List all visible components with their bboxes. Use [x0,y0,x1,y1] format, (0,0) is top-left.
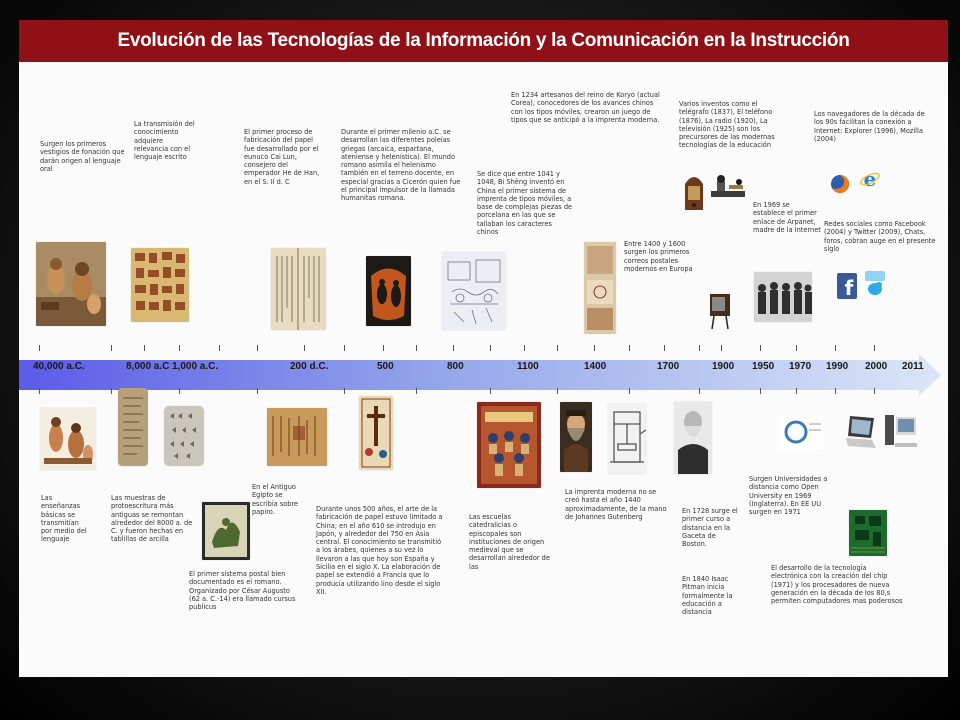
tick [557,345,558,351]
religious-manuscript-image [359,396,393,470]
note-written: La transmisión del conocimiento adquiere relevancia con el lenguaje escrito [134,120,195,162]
telegraph-icon [709,173,747,199]
year-label: 1100 [517,361,539,372]
pitman-portrait-image [674,402,712,474]
cathedral-school-image [477,402,541,488]
slide [19,20,948,677]
note-bisheng: Se dice que entre 1041 y 1048, Bi Shêng inventó en China el primer sistema de imprenta de tipos móviles, a base de complejas piezas de porcelana en las que se tallaban los caracteres chinos [477,170,573,237]
clay-tablet-image [118,388,148,466]
tick [699,345,700,351]
cuneiform-tablet-image [164,406,204,466]
tick [144,345,145,351]
year-label: 2000 [865,361,888,372]
tick [490,345,491,351]
roman-stamp-image [202,502,250,560]
note-paper: El primer proceso de fabricación del papel fue desarrollado por el eunuco Cai Lun, consejero del emperador He de Han, en el S. II d. C [244,128,320,186]
year-label: 40,000 a.C. [33,361,85,372]
note-boston: En 1728 surge el primer curso a distancia en la Gaceta de Boston. [682,507,738,549]
svg-text:e: e [863,168,877,190]
gutenberg-portrait-image [560,402,592,472]
svg-text:f: f [844,276,854,299]
tick [179,388,180,394]
year-label: 200 d.C. [290,361,329,372]
open-university-logo [779,416,823,450]
tick [416,345,417,351]
twitter-icon [865,271,885,299]
year-label: 1,000 a.C. [172,361,219,372]
tick [383,345,384,351]
tick [524,345,525,351]
firefox-icon [830,174,850,194]
tick [874,345,875,351]
note-milenio: Durante el primer milenio a.C. se desarrollan las diferentes poleías griegas (arcaica, espartana, ateniense y helenística). El mundo romano asimila el helenismo también en el terreno docente, en especial gracias a Cicerón quien fue el principal impulsor de la llamada humanitas romana. [341,128,461,203]
tick [344,388,345,394]
note-pitman: En 1840 Isaac Pitman inicia formalmente la educación a distancia [682,575,733,617]
year-label: 1900 [712,361,735,372]
tick [111,388,112,394]
year-label: 2011 [902,361,924,372]
note-inventos: Varios inventos como el telégrafo (1837), El teléfono (1876), La radio (1920), La televisión (1925) son los precursores de las modernas tecnologías de la educación [679,100,775,150]
tick [796,345,797,351]
glyph-tablet-image [131,248,189,322]
printing-press-image [608,404,646,474]
note-escuelas: Las escuelas catedralicias o episcopales son instituciones de origen medieval que se desarrollan alrededor de las [469,513,550,571]
tick [39,345,40,351]
tick [835,345,836,351]
greek-pottery-image [366,256,411,326]
tick [179,345,180,351]
ancient-book-image [271,248,326,330]
note-gutenberg: La imprenta moderna no se creó hasta el año 1440 aproximadamente, de la mano de Johannes Gutenberg [565,488,667,521]
facebook-icon [837,273,857,299]
tick [664,345,665,351]
arpanet-team-image [754,272,812,322]
tick [835,388,836,394]
year-label: 1950 [752,361,775,372]
tick [760,388,761,394]
note-tablillas: Las muestras de protoescritura más antiguas se remontan alrededor del 8000 a. de C. y fueron hechas en tablillas de arcilla [111,494,193,544]
teaching-cavemen-image [40,408,96,470]
tick [699,388,700,394]
note-arpanet: En 1969 se establece el primer enlace de Arpanet, madre de la Internet [753,201,821,234]
radio-icon [683,172,705,210]
note-postal: El primer sistema postal bien documentado es el romano. Organizado por César Augusto (62 a. C.-14) era llamado cursus publicus [189,570,296,612]
tick [594,345,595,351]
laptop-icon [844,414,878,450]
note-papel-arte: Durante unos 500 años, el arte de la fabricación de papel estuvo limitado a China; en el año 610 se introdujo en Japón, y alrededor del 750 en Asia central. El conocimiento se transmitió a los árabes, quienes a su vez lo llevaron a las que hoy son España y Sicilia en el siglo X. La elaboración de papel se extendió a Francia que lo producía utilizando lino desde el siglo XII. [316,505,443,596]
year-label: 1990 [826,361,849,372]
postal-document-image [584,242,616,334]
television-icon [709,292,731,330]
year-label: 1700 [657,361,680,372]
note-egipto: En el Antiguo Egipto se escribía sobre papiro. [252,483,299,516]
chinese-printing-image [442,252,506,330]
tick [219,345,220,351]
tick [760,345,761,351]
year-label: 1970 [789,361,812,372]
note-open-university: Surgen Universidades a distancia como Open University en 1969 (Inglaterra). En EE UU surgen en 1971 [749,475,828,517]
chip-board-image [849,510,887,556]
note-redes: Redes sociales como Facebook (2004) y Twitter (2009), Chats, foros, cobran auge en el presente siglo [824,220,936,253]
tick [344,345,345,351]
tick [304,345,305,351]
page-title: Evolución de las Tecnologías de la Información y la Comunicación en la Instrucción [19,20,948,62]
note-correos: Entre 1400 y 1600 surgen los primeros correos postales modernos en Europa [624,240,693,273]
desktop-computer-icon [883,413,919,453]
tick [453,345,454,351]
tick [629,345,630,351]
year-label: 800 [447,361,464,372]
year-label: 500 [377,361,394,372]
tick [257,388,258,394]
internet-explorer-icon [860,168,880,190]
note-navegadores: Los navegadores de la década de los 90s facilitan la conexión a Internet: Explorer (1996), Mozilla (2004) [814,110,925,143]
year-label: 8,000 a.C [126,361,170,372]
note-ensenanzas: Las enseñanzas básicas se transmitían por medio del lenguaje [41,494,87,544]
tick [39,388,40,394]
tick [874,388,875,394]
note-korea: En 1234 artesanos del reino de Koryo (actual Corea), conocedores de los avances chinos con los tipos móviles, crearon un juego de tipos que se anticipó a la imprenta moderna. [511,91,660,124]
cavemen-image [36,242,106,326]
tick [796,388,797,394]
note-chip: El desarrollo de la tecnología electrónica con la creación del chip (1971) y los procesadores de nueva generación en la década de los 80,s permiten computadores mas poderosos [771,564,903,606]
tick [416,388,417,394]
papyrus-image [267,408,327,466]
tick [257,345,258,351]
tick [721,345,722,351]
tick [111,345,112,351]
year-label: 1400 [584,361,607,372]
tick [490,388,491,394]
note-oral: Surgen los primeros vestigios de fonación que darán origen al lenguaje oral [40,140,125,173]
tick [629,388,630,394]
tick [557,388,558,394]
